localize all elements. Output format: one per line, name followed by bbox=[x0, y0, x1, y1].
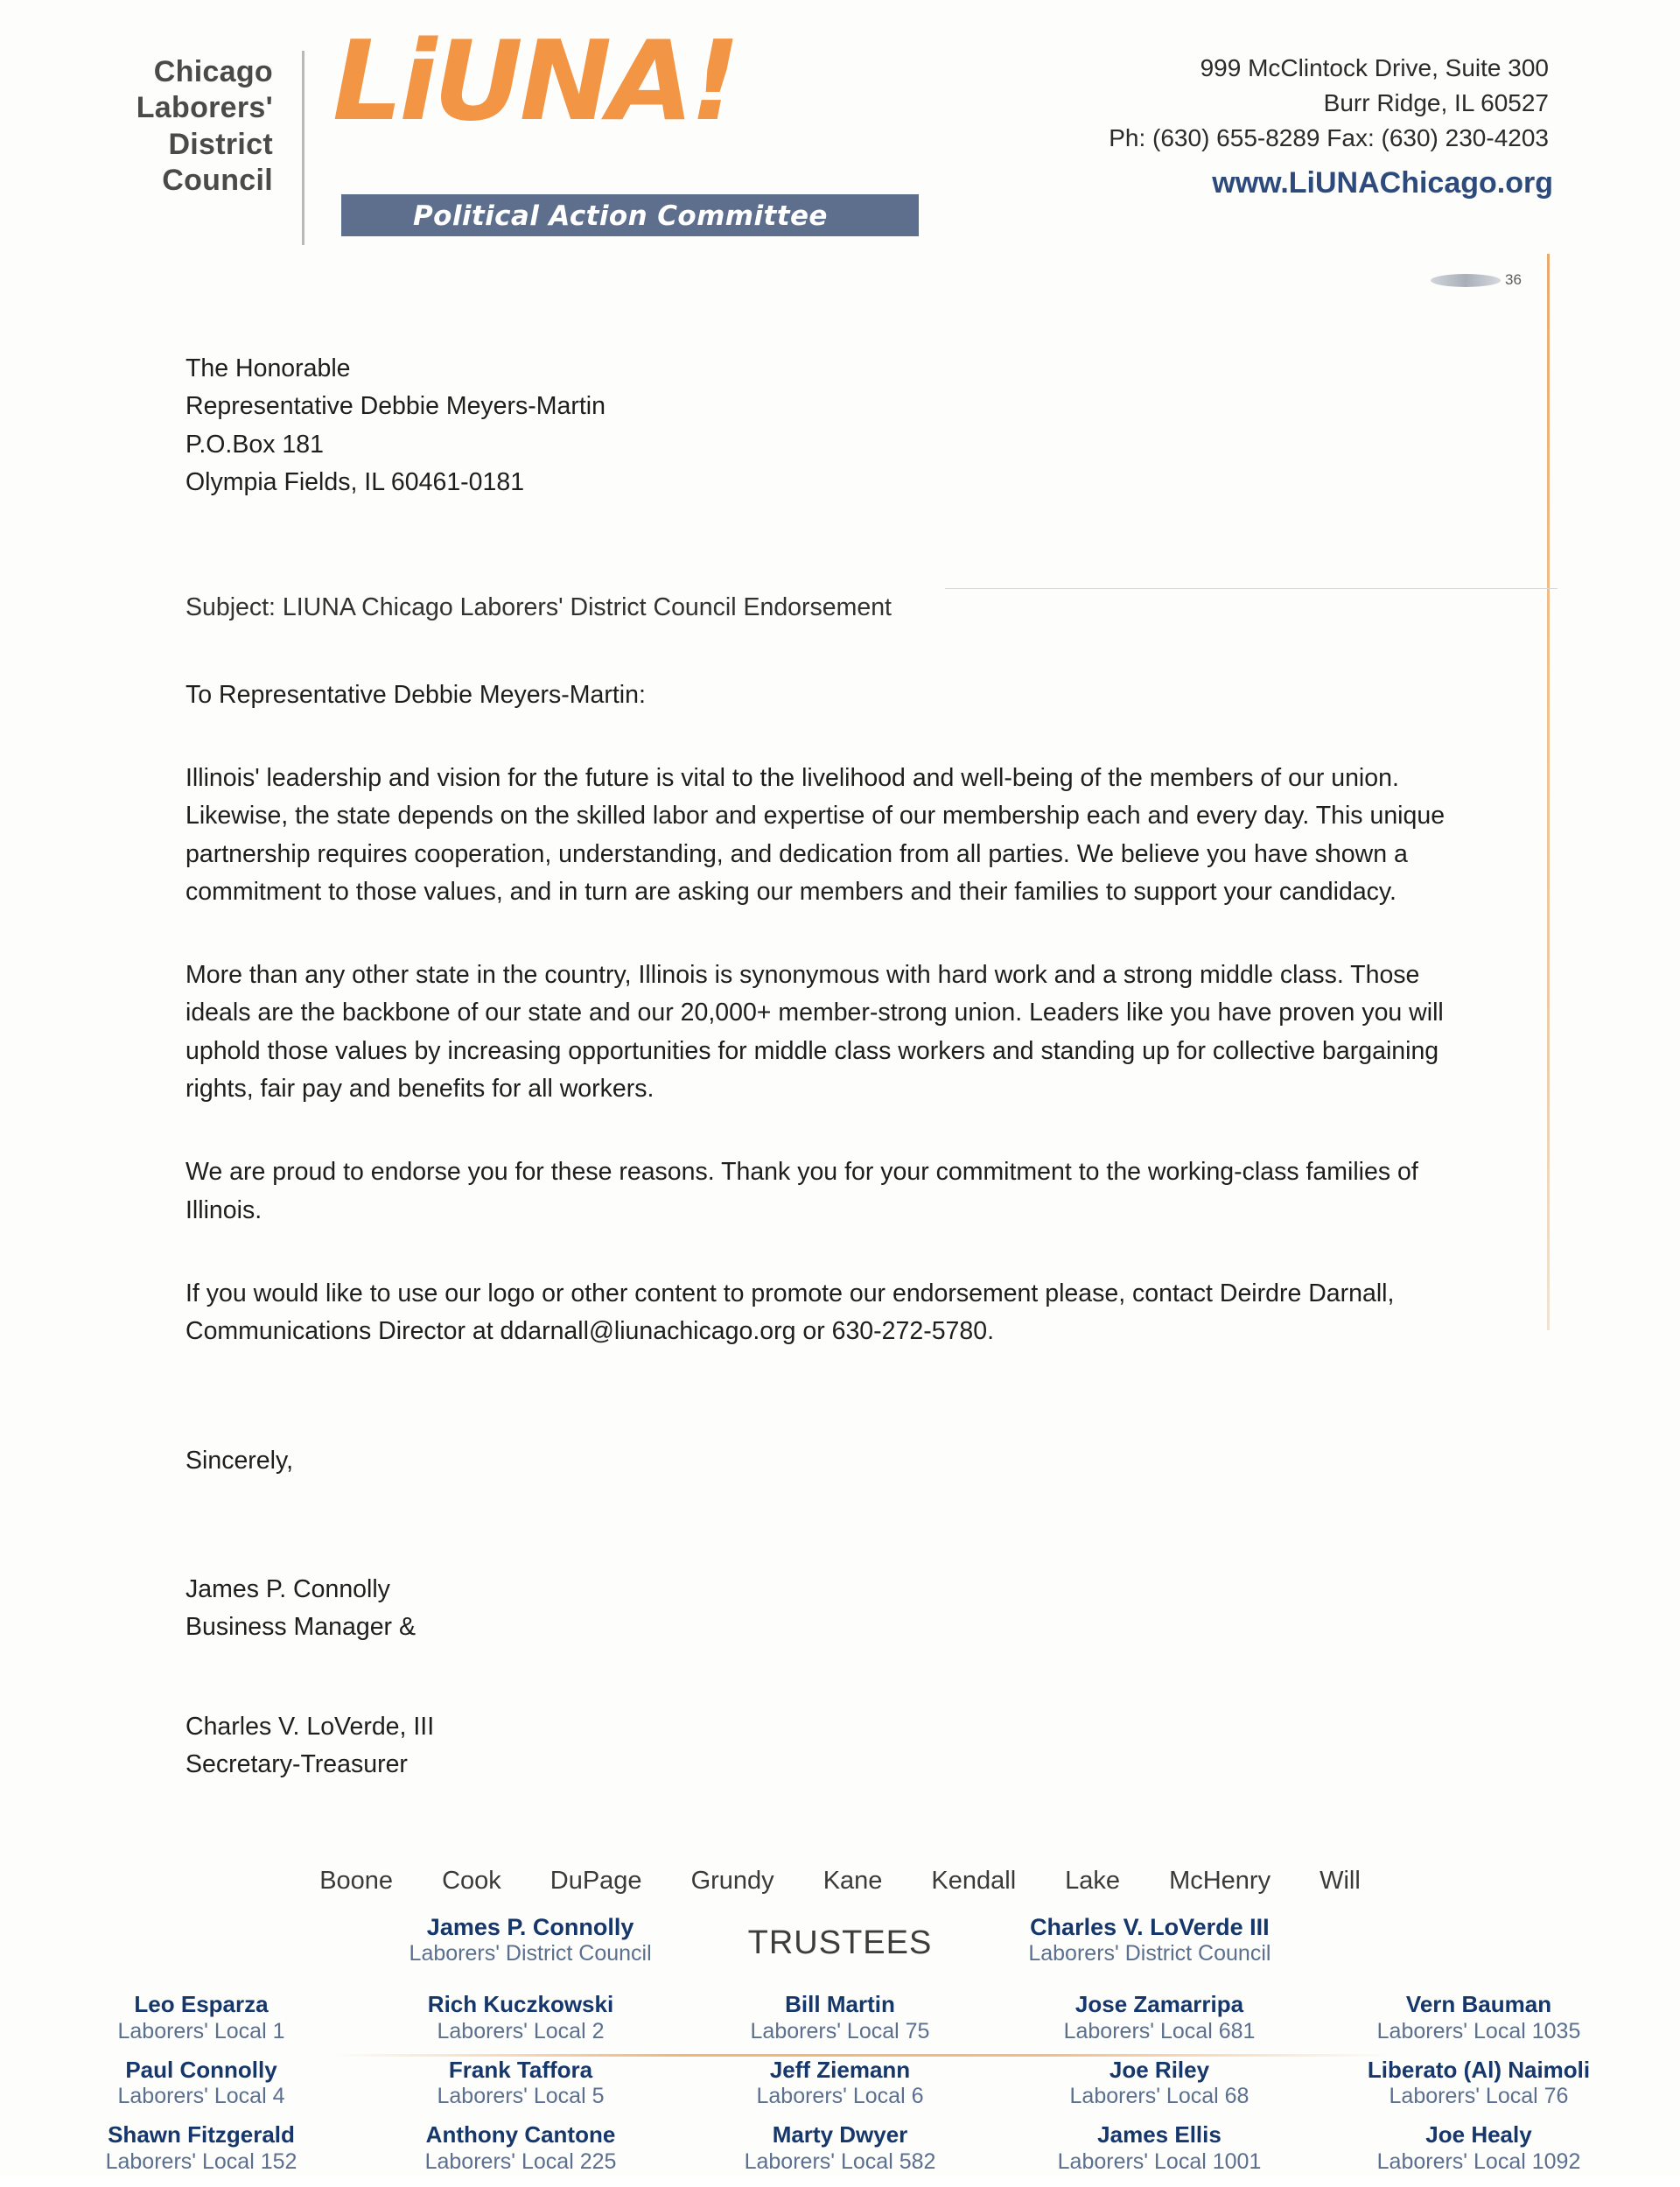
trustee-entry bbox=[691, 1991, 989, 2044]
county-boone: Boone bbox=[319, 1867, 394, 1895]
officer-business-manager bbox=[410, 1914, 652, 1966]
letter-footer bbox=[0, 1851, 1680, 2175]
trustee-entry bbox=[52, 2057, 350, 2110]
officer-name: James P. Connolly bbox=[426, 1914, 634, 1940]
recipient-address bbox=[186, 350, 1446, 501]
signer-1-title: Business Manager & bbox=[186, 1613, 416, 1642]
county-cook: Cook bbox=[442, 1867, 501, 1895]
org-line-1: Chicago bbox=[153, 55, 273, 88]
trustee-local: Laborers' Local 5 bbox=[437, 2084, 605, 2109]
trustee-entry bbox=[1330, 2057, 1628, 2110]
trustee-name: Joe Riley bbox=[1109, 2056, 1210, 2083]
recipient-line-2: Representative Debbie Meyers-Martin bbox=[186, 392, 606, 421]
trustee-entry bbox=[1330, 1991, 1628, 2044]
trustee-name: Jose Zamarripa bbox=[1074, 1991, 1244, 2017]
trustee-name: Bill Martin bbox=[785, 1991, 895, 2017]
org-line-4: Council bbox=[162, 164, 273, 198]
trustee-local: Laborers' Local 152 bbox=[105, 2149, 298, 2175]
officer-name: Charles V. LoVerde III bbox=[1030, 1914, 1270, 1940]
scan-stamp bbox=[1431, 271, 1522, 289]
recipient-line-1: The Honorable bbox=[186, 354, 351, 382]
trustee-name: James Ellis bbox=[1097, 2121, 1222, 2148]
trustee-entry bbox=[52, 2121, 350, 2175]
pac-banner-label: Political Action Committee bbox=[413, 200, 828, 232]
county-kane: Kane bbox=[822, 1867, 883, 1895]
pac-banner bbox=[341, 194, 919, 236]
county-lake: Lake bbox=[1065, 1867, 1121, 1895]
trustee-local: Laborers' Local 68 bbox=[1069, 2084, 1250, 2109]
trustee-name: Leo Esparza bbox=[134, 1991, 269, 2017]
officer-secretary-treasurer bbox=[1028, 1914, 1270, 1966]
recipient-line-3: P.O.Box 181 bbox=[186, 430, 324, 459]
trustee-local: Laborers' Local 1001 bbox=[1057, 2149, 1262, 2175]
trustee-name: Joe Healy bbox=[1425, 2121, 1532, 2148]
closing: Sincerely, bbox=[186, 1446, 294, 1475]
letter-body bbox=[186, 350, 1446, 1784]
trustee-local: Laborers' Local 1 bbox=[117, 2018, 285, 2043]
officer-affiliation: Laborers' District Council bbox=[1028, 1941, 1271, 1966]
trustee-entry bbox=[52, 1991, 350, 2044]
officer-affiliation: Laborers' District Council bbox=[409, 1941, 652, 1966]
trustees-grid bbox=[52, 1991, 1628, 2187]
paragraph-2: More than any other state in the country, Illinois is synonymous with hard work and a strong middle class. Those ideals are the backbone of our state and our 20,000+ member-strong union. Leaders like you have proven you will uphold those values by increasing opportunities for middle class workers and standing up for collective bargaining rights, fair pay and benefits for all workers. bbox=[186, 961, 1444, 1104]
county-kendall: Kendall bbox=[931, 1867, 1017, 1895]
org-line-3: District bbox=[168, 127, 273, 161]
officers-row bbox=[0, 1914, 1680, 1966]
page-number: 36 bbox=[1505, 271, 1522, 288]
trustee-local: Laborers' Local 1035 bbox=[1376, 2018, 1581, 2043]
trustee-entry bbox=[1011, 2121, 1308, 2175]
paragraph-3: We are proud to endorse you for these reasons. Thank you for your commitment to the working-class families of Illinois. bbox=[186, 1158, 1418, 1224]
trustee-entry bbox=[691, 2121, 989, 2175]
trustee-local: Laborers' Local 225 bbox=[424, 2149, 617, 2175]
paragraph-4: If you would like to use our logo or other content to promote our endorsement please, contact Deirdre Darnall, Communications Director at ddarnall@liunachicago.org or 630-272-5780. bbox=[186, 1279, 1395, 1346]
letterhead-divider bbox=[302, 51, 304, 245]
trustee-name: Jeff Ziemann bbox=[769, 2056, 911, 2083]
trustee-local: Laborers' Local 582 bbox=[744, 2149, 936, 2175]
trustee-entry bbox=[1011, 1991, 1308, 2044]
trustee-entry bbox=[1011, 2057, 1308, 2110]
website-url: www.LiUNAChicago.org bbox=[1212, 166, 1553, 200]
trustee-local: Laborers' Local 1092 bbox=[1376, 2149, 1581, 2175]
trustee-name: Liberato (Al) Naimoli bbox=[1367, 2056, 1591, 2083]
trustee-name: Anthony Cantone bbox=[425, 2121, 616, 2148]
signer-2-title: Secretary-Treasurer bbox=[186, 1749, 408, 1778]
scan-oval-icon bbox=[1431, 274, 1501, 287]
trustees-heading: TRUSTEES bbox=[747, 1924, 933, 1961]
county-dupage: DuPage bbox=[550, 1867, 642, 1895]
trustee-entry bbox=[372, 2057, 669, 2110]
county-mchenry: McHenry bbox=[1169, 1867, 1271, 1895]
paragraph-1: Illinois' leadership and vision for the future is vital to the livelihood and well-being of the members of our union. Likewise, the state depends on the skilled labor and expertise of our membership each and every day. This unique partnership requires cooperation, understanding, and dedication from all parties. We believe you have shown a commitment to those values, and in turn are asking our members and their families to support your candidacy. bbox=[186, 763, 1446, 906]
trustee-entry bbox=[691, 2057, 989, 2110]
county-grundy: Grundy bbox=[690, 1867, 774, 1895]
trustee-name: Shawn Fitzgerald bbox=[108, 2121, 295, 2148]
county-will: Will bbox=[1320, 1867, 1361, 1895]
recipient-line-4: Olympia Fields, IL 60461-0181 bbox=[186, 467, 525, 496]
trustee-local: Laborers' Local 6 bbox=[756, 2084, 924, 2109]
org-line-2: Laborers' bbox=[136, 91, 273, 125]
phone-fax-line: Ph: (630) 655-8289 Fax: (630) 230-4203 bbox=[1109, 123, 1549, 151]
trustee-name: Marty Dwyer bbox=[772, 2121, 908, 2148]
trustee-entry bbox=[1330, 2121, 1628, 2175]
liuna-logo: LiUNA! bbox=[332, 17, 738, 145]
contact-block bbox=[1109, 51, 1549, 155]
address-line-2: Burr Ridge, IL 60527 bbox=[1323, 88, 1549, 116]
trustee-local: Laborers' Local 681 bbox=[1063, 2018, 1256, 2043]
county-list bbox=[0, 1867, 1680, 1896]
signature-block-2 bbox=[186, 1708, 1446, 1784]
trustee-name: Vern Bauman bbox=[1405, 1991, 1552, 2017]
trustee-local: Laborers' Local 2 bbox=[437, 2018, 605, 2043]
organization-name bbox=[98, 54, 273, 200]
signer-1-name: James P. Connolly bbox=[186, 1574, 390, 1603]
trustee-row bbox=[52, 2057, 1628, 2110]
trustee-local: Laborers' Local 76 bbox=[1389, 2084, 1569, 2109]
trustee-local: Laborers' Local 75 bbox=[750, 2018, 930, 2043]
trustee-local: Laborers' Local 4 bbox=[117, 2084, 285, 2109]
trustee-row bbox=[52, 2121, 1628, 2175]
signer-2-name: Charles V. LoVerde, III bbox=[186, 1712, 435, 1741]
trustee-name: Paul Connolly bbox=[125, 2056, 277, 2083]
scan-edge-artifact bbox=[1547, 254, 1550, 1330]
trustee-name: Rich Kuczkowski bbox=[427, 1991, 614, 2017]
salutation: To Representative Debbie Meyers-Martin: bbox=[186, 680, 646, 709]
trustee-row bbox=[52, 1991, 1628, 2044]
trustee-entry bbox=[372, 1991, 669, 2044]
trustee-entry bbox=[372, 2121, 669, 2175]
signature-block-1 bbox=[186, 1571, 1446, 1647]
letterhead bbox=[0, 0, 1680, 263]
subject-line: Subject: LIUNA Chicago Laborers' District Council Endorsement bbox=[186, 593, 892, 622]
address-line-1: 999 McClintock Drive, Suite 300 bbox=[1200, 54, 1549, 81]
trustee-name: Frank Taffora bbox=[448, 2056, 593, 2083]
